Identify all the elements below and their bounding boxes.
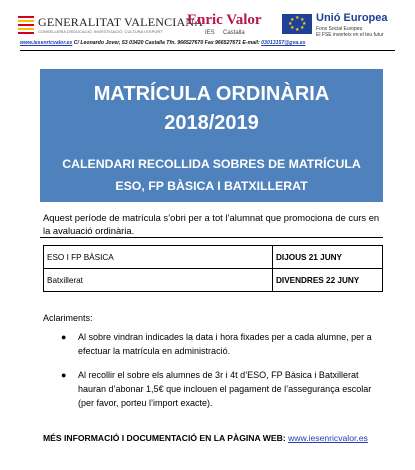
note-item: Al sobre vindran indicades la data i hora fixades per a cada alumne, per a efectuar la matrícula en administració. [78, 332, 372, 356]
school-logo [185, 12, 262, 42]
contact-line [20, 40, 400, 46]
table-row [44, 269, 383, 292]
title-subtitle: CALENDARI RECOLLIDA SOBRES DE MATRÍCULA [62, 157, 361, 171]
date-cell: DIVENDRES 22 JUNY [273, 269, 383, 292]
school-town: Castalla [223, 30, 245, 36]
contact-address: C/ Leonardo Jover, 53 03420 Castalla Tfn. 966527670 Fax 966527671 E-mail: [72, 40, 262, 46]
title-levels: ESO, FP BÀSICA I BATXILLERAT [115, 179, 308, 193]
eu-name: Unió Europea [316, 12, 388, 24]
group-cell: ESO I FP BÀSICA [44, 246, 273, 269]
note-item: Al recollir el sobre els alumnes de 3r i 4t d’ESO, FP Bàsica i Batxillerat hauran d’abonar 1,5€ que inclouen el pagament de l’assegurança escolar (per favor, porteu l’import exacte). [78, 370, 372, 408]
school-name: Enric Valor [187, 12, 262, 28]
title-main: MATRÍCULA ORDINÀRIA [93, 83, 330, 105]
header-divider [20, 50, 395, 51]
footer-website-link[interactable]: www.iesenricvalor.es [288, 433, 368, 443]
school-website-link[interactable]: www.iesenricvalor.es [20, 40, 73, 46]
schedule-table [43, 245, 383, 292]
school-type: IES [205, 30, 215, 36]
esf-slogan: El FSE inverteix en el teu futur [316, 32, 384, 38]
footer-text: MÉS INFORMACIÓ I DOCUMENTACIÓ EN LA PÀGINA WEB: [43, 433, 289, 443]
title-year: 2018/2019 [164, 112, 259, 134]
table-row [44, 246, 383, 269]
bullet-icon: ● [61, 332, 67, 342]
title-banner [40, 69, 383, 202]
intro-divider [40, 237, 383, 238]
date-cell: DIJOUS 21 JUNY [273, 246, 383, 269]
generalitat-name: GENERALITAT VALENCIANA [38, 15, 204, 29]
notes-heading: Aclariments: [43, 313, 93, 323]
eu-logo [282, 12, 402, 42]
generalitat-logo [18, 14, 204, 40]
generalitat-emblem-icon [18, 16, 34, 36]
school-email-link[interactable]: 03013157@gva.es [261, 40, 306, 46]
conselleria-name: CONSELLERIA D'EDUCACIÓ, INVESTIGACIÓ, CULTURA I ESPORT [38, 29, 163, 34]
eu-flag-icon: ★ ★ ★ ★ ★ ★ ★ ★ [282, 14, 312, 34]
group-cell: Batxillerat [44, 269, 273, 292]
footer-info [43, 433, 368, 443]
intro-text: Aquest període de matrícula s’obri per a tot l’alumnat que promociona de curs en la avaluació ordinària. [43, 212, 380, 236]
esf-name: Fons Social Europeu [316, 26, 363, 32]
bullet-icon: ● [61, 370, 67, 380]
